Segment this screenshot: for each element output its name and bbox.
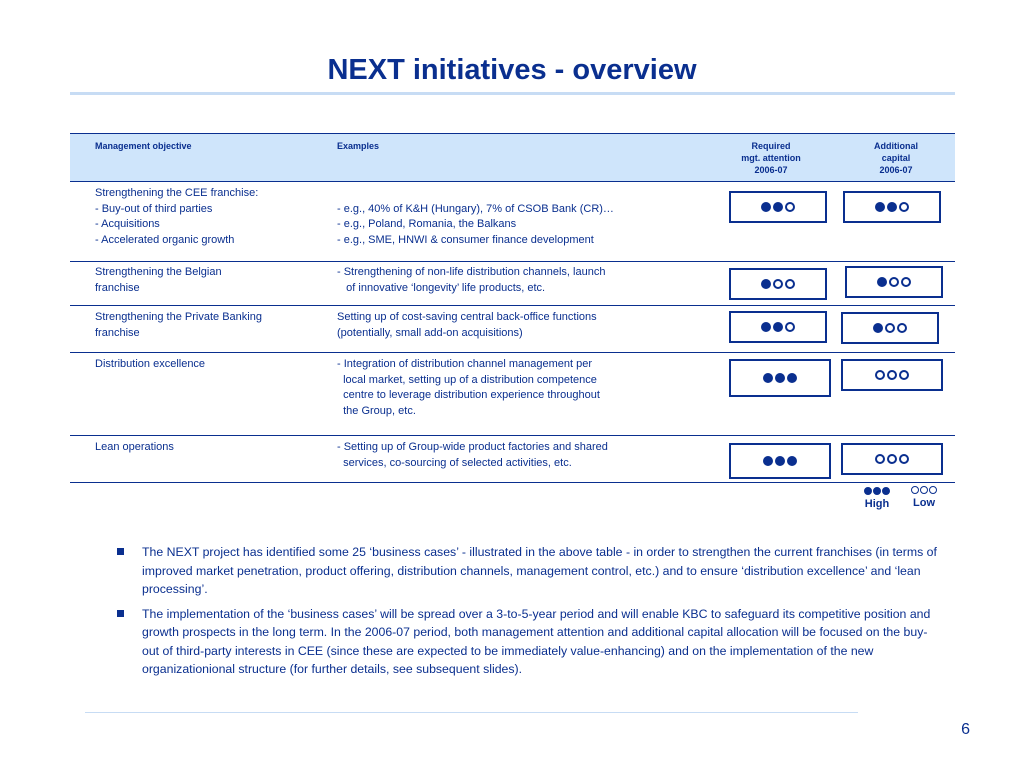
required-attention-rating [729,443,831,479]
dot-empty-icon [885,323,895,333]
square-bullet-icon [117,548,124,555]
table-row [70,262,955,306]
dot-empty-icon [875,370,885,380]
dot-full-icon [761,279,771,289]
dot-full-icon [873,487,881,495]
dot-empty-icon [899,202,909,212]
header-additional-capital: Additional capital 2006-07 [874,141,918,175]
title-divider [70,92,955,95]
dot-full-icon [773,322,783,332]
required-attention-rating [729,191,827,223]
row-examples: - e.g., 40% of K&H (Hungary), 7% of CSOB Bank (CR)… - e.g., Poland, Romania, the Balkans - e.g., SME, HNWI & consumer finance development [337,202,614,246]
dot-empty-icon [887,454,897,464]
header-examples: Examples [337,141,380,151]
dot-full-icon [775,373,785,383]
row-objective: Strengthening the Private Banking franchise [95,311,262,339]
dot-full-icon [787,456,797,466]
additional-capital-rating [841,443,943,475]
dot-full-icon [864,487,872,495]
slide-title: NEXT initiatives - overview [327,54,697,86]
dot-full-icon [763,456,773,466]
dot-empty-icon [901,277,911,287]
dot-full-icon [761,322,771,332]
row-examples: Setting up of cost-saving central back-office functions (potentially, small add-on acquisitions) [337,311,597,339]
additional-capital-rating [841,359,943,391]
required-attention-rating [729,268,827,300]
additional-capital-rating [843,191,941,223]
dot-full-icon [882,487,890,495]
required-attention-rating [729,311,827,343]
dot-empty-icon [920,486,928,494]
dot-full-icon [775,456,785,466]
legend-low-label: Low [913,497,935,509]
dot-empty-icon [785,202,795,212]
dot-full-icon [763,373,773,383]
additional-capital-rating [845,266,943,298]
dot-empty-icon [911,486,919,494]
table-row [70,353,955,436]
header-required-attention: Required mgt. attention 2006-07 [741,141,801,175]
table-row [70,436,955,483]
header-objective: Management objective [95,141,192,151]
dot-full-icon [875,202,885,212]
dot-empty-icon [785,279,795,289]
dot-full-icon [873,323,883,333]
legend-high-dots [858,487,896,495]
dot-empty-icon [929,486,937,494]
dot-full-icon [877,277,887,287]
legend-high-label: High [864,498,890,510]
row-objective: Lean operations [95,441,174,453]
dot-empty-icon [899,454,909,464]
dot-full-icon [761,202,771,212]
required-attention-rating [729,359,831,397]
legend-high [858,487,896,510]
bullet-item [117,605,937,679]
footer-divider [85,712,858,713]
row-objective: Strengthening the Belgian franchise [95,266,222,294]
dot-full-icon [773,202,783,212]
square-bullet-icon [117,610,124,617]
legend-low-dots [905,486,943,494]
dot-full-icon [787,373,797,383]
bullet-text: The implementation of the ‘business cases’ will be spread over a 3-to-5-year period and will enable KBC to safeguard its competitive position and growth prospects in the long term. In the 2006-07 period, both management attention and additional capital allocation will be focused on the buy-out of third-party interests in CEE (since these are expected to be immediately value-enhancing) and on the implementation of the new organizationional structure (for further details, see subsequent slides). [142,606,931,676]
dot-empty-icon [889,277,899,287]
row-objective: Distribution excellence [95,358,206,370]
dot-full-icon [887,202,897,212]
bullet-text: The NEXT project has identified some 25 ‘business cases’ - illustrated in the above table - in order to strengthen the current franchises (in terms of improved market penetration, product offering, distribution channels, management control, etc.) and to ensure ‘distribution excellence’ and ‘lean processing’. [142,545,937,596]
legend-low [905,486,943,509]
dot-empty-icon [887,370,897,380]
row-objective: Strengthening the CEE franchise: - Buy-out of third parties - Acquisitions - Accelerated organic growth [95,187,259,246]
dot-empty-icon [785,322,795,332]
page-number: 6 [961,721,970,738]
table-header [70,133,955,182]
bullet-item [117,543,937,599]
dot-empty-icon [897,323,907,333]
row-examples: - Setting up of Group-wide product factories and shared services, co-sourcing of selected activities, etc. [337,441,608,469]
table-row [70,181,955,262]
dot-empty-icon [773,279,783,289]
bullet-list [117,543,937,685]
dot-empty-icon [875,454,885,464]
row-examples: - Integration of distribution channel management per local market, setting up of a distribution competence centre to leverage distribution experience throughout the Group, etc. [337,358,600,417]
row-examples: - Strengthening of non-life distribution channels, launch of innovative ‘longevity’ life products, etc. [337,266,606,294]
additional-capital-rating [841,312,939,344]
table-row [70,306,955,353]
dot-empty-icon [899,370,909,380]
